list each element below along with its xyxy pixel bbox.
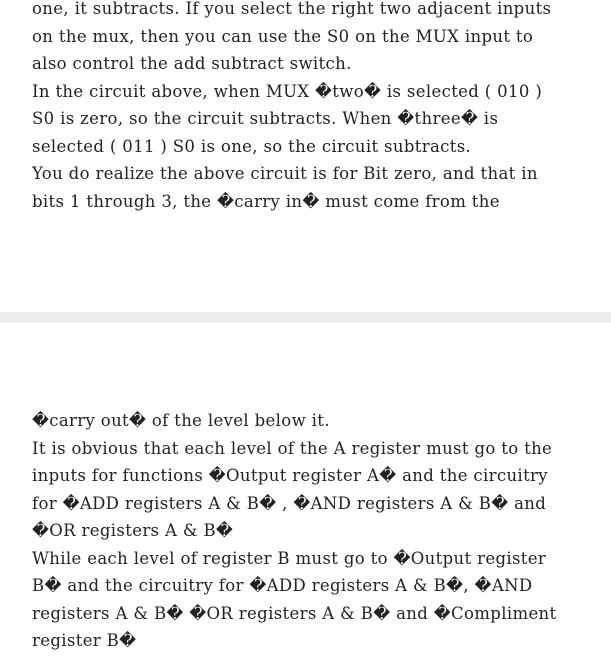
text-line: B� and the circuitry for �ADD registers A & B�, �AND [32,576,533,595]
text-line: You do realize the above circuit is for Bit zero, and that in [32,164,538,183]
text-line: register B� [32,631,137,650]
text-line: for �ADD registers A & B� , �AND registers A & B� and [32,493,547,513]
text-line: also control the add subtract switch. [32,54,352,73]
document-page-1 [0,0,611,312]
page-separator [0,312,611,323]
text-line: While each level of register B must go to �Output register [32,548,547,568]
text-line: S0 is zero, so the circuit subtracts. When �three� is [32,109,499,128]
text-line: It is obvious that each level of the A register must go to the [32,438,553,458]
text-line: on the mux, then you can use the S0 on the MUX input to [32,26,534,46]
text-line: �carry out� of the level below it. [32,411,330,430]
text-line: In the circuit above, when MUX �two� is selected ( 010 ) [32,81,543,101]
text-line: bits 1 through 3, the �carry in� must come from the [32,191,500,211]
page-2-text [32,407,592,655]
text-line: inputs for functions �Output register A� and the circuitry [32,466,548,485]
text-line: �OR registers A & B� [32,521,234,540]
text-line: selected ( 011 ) S0 is one, so the circuit subtracts. [32,136,472,156]
text-line: registers A & B� �OR registers A & B� and �Compliment [32,603,557,623]
page-1-text [32,0,592,215]
text-line: one, it subtracts. If you select the right two adjacent inputs [32,0,552,18]
document-page-2 [0,323,611,656]
